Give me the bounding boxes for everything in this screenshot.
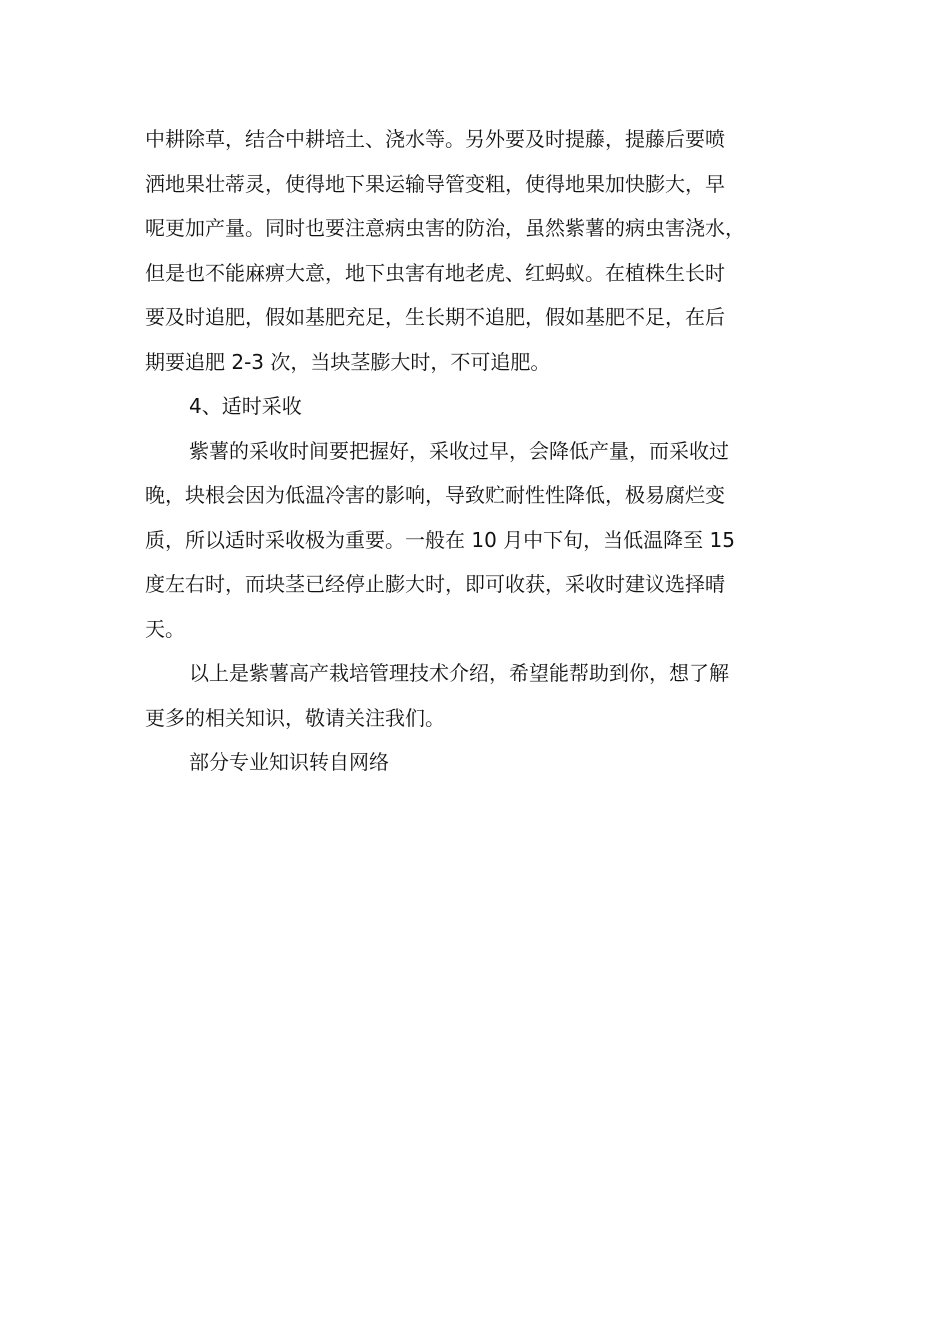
heading-text: 4、适时采收 [189,394,302,418]
text-line: 中耕除草，结合中耕培土、浇水等。另外要及时提藤，提藤后要喷 [145,127,725,151]
text-line: 呢更加产量。同时也要注意病虫害的防治，虽然紫薯的病虫害浇水， [145,216,745,240]
text-line: 天。 [145,616,185,641]
text-line: 期要追肥 2-3 次，当块茎膨大时，不可追肥。 [145,349,551,374]
text-line: 部分专业知识转自网络 [189,750,389,774]
paragraph-summary [145,651,821,740]
paragraph-harvest [145,429,821,652]
text-line: 洒地果壮蒂灵，使得地下果运输导管变粗，使得地果加快膨大，早 [145,171,725,196]
paragraph-field-management [145,117,821,384]
text-line: 更多的相关知识，敬请关注我们。 [145,705,445,730]
text-line: 但是也不能麻痹大意，地下虫害有地老虎、红蚂蚁。在植株生长时 [145,260,725,285]
text-line: 要及时追肥，假如基肥充足，生长期不追肥，假如基肥不足，在后 [145,305,725,329]
text-line: 以上是紫薯高产栽培管理技术介绍，希望能帮助到你，想了解 [189,661,729,685]
section-heading-harvest [145,384,821,429]
text-line: 质，所以适时采收极为重要。一般在 10 月中下旬，当低温降至 15 [145,527,735,552]
text-line: 晚，块根会因为低温冷害的影响，导致贮耐性性降低，极易腐烂变 [145,483,725,507]
text-line: 度左右时，而块茎已经停止膨大时，即可收获，采收时建议选择晴 [145,572,725,596]
paragraph-source-note [145,740,821,785]
document-body [145,117,821,785]
text-line: 紫薯的采收时间要把握好，采收过早，会降低产量，而采收过 [189,438,729,463]
